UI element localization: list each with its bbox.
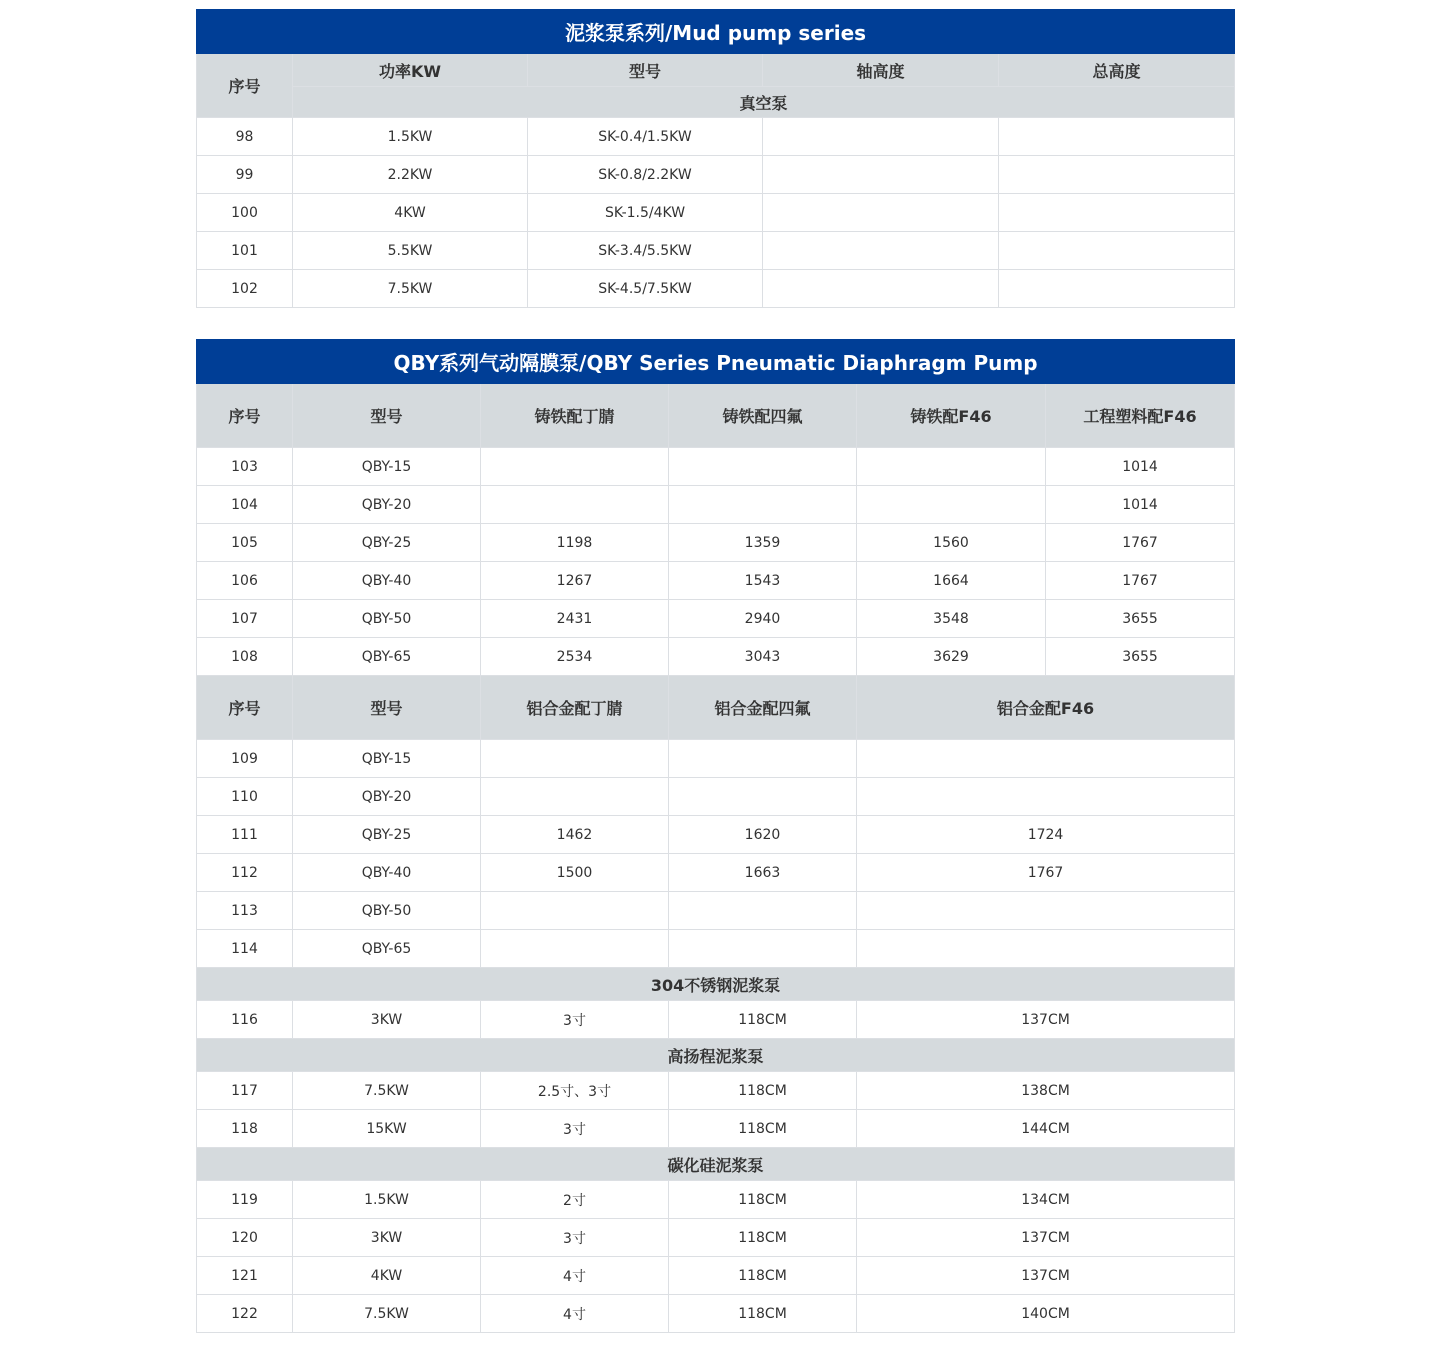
table-row: [197, 600, 1235, 638]
table-cell: QBY-50: [293, 600, 481, 638]
table-cell: 2寸: [481, 1181, 669, 1219]
cell-model: SK-1.5/4KW: [528, 194, 763, 232]
section-304-stainless: 304不锈钢泥浆泵: [197, 968, 1235, 1001]
qby-table-title: QBY系列气动隔膜泵/QBY Series Pneumatic Diaphragm Pump: [197, 340, 1235, 384]
header-cast-iron-f46: 铸铁配F46: [857, 384, 1046, 448]
table-cell: 109: [197, 740, 293, 778]
table-cell: 106: [197, 562, 293, 600]
table-row: [197, 1219, 1235, 1257]
table-cell: [481, 448, 669, 486]
table-cell: 3寸: [481, 1110, 669, 1148]
qby-pump-table: [196, 339, 1235, 1333]
header-plastic-f46: 工程塑料配F46: [1046, 384, 1235, 448]
header-model: 型号: [293, 676, 481, 740]
table-cell: [481, 892, 669, 930]
table-cell: 15KW: [293, 1110, 481, 1148]
table-cell: [857, 930, 1235, 968]
table-cell: 1560: [857, 524, 1046, 562]
header-index: 序号: [197, 676, 293, 740]
table-cell: 3043: [669, 638, 857, 676]
table-cell: 4KW: [293, 1257, 481, 1295]
table-row: [197, 156, 1235, 194]
table-row: [197, 562, 1235, 600]
table-cell: 137CM: [857, 1219, 1235, 1257]
header-row-aluminum-alloy: [197, 676, 1235, 740]
section-high-lift-row: [197, 1039, 1235, 1072]
header-model: 型号: [528, 54, 763, 87]
cell-power: 7.5KW: [293, 270, 528, 308]
table-row: [197, 1257, 1235, 1295]
table-cell: 1767: [857, 854, 1235, 892]
mud-pump-table-title: 泥浆泵系列/Mud pump series: [197, 10, 1235, 54]
table-cell: [481, 486, 669, 524]
table-cell: 118CM: [669, 1110, 857, 1148]
table-cell: 104: [197, 486, 293, 524]
table-cell: 2431: [481, 600, 669, 638]
table-cell: 119: [197, 1181, 293, 1219]
table-cell: 118CM: [669, 1219, 857, 1257]
table-cell: 4寸: [481, 1295, 669, 1333]
table-cell: 2940: [669, 600, 857, 638]
cell-index: 100: [197, 194, 293, 232]
table-cell: [857, 448, 1046, 486]
header-cast-iron-nbr: 铸铁配丁腈: [481, 384, 669, 448]
table-cell: 1664: [857, 562, 1046, 600]
table-cell: 2534: [481, 638, 669, 676]
table-row: [197, 1181, 1235, 1219]
table-cell: 1014: [1046, 448, 1235, 486]
table-cell: 1767: [1046, 524, 1235, 562]
cell-power: 5.5KW: [293, 232, 528, 270]
table-cell: [857, 778, 1235, 816]
table-cell: 4寸: [481, 1257, 669, 1295]
section-silicon-carbide: 碳化硅泥浆泵: [197, 1148, 1235, 1181]
table-cell: 118CM: [669, 1295, 857, 1333]
table-cell: 107: [197, 600, 293, 638]
table-cell: 114: [197, 930, 293, 968]
table-row: [197, 1110, 1235, 1148]
table-cell: QBY-40: [293, 562, 481, 600]
section-304-stainless-row: [197, 968, 1235, 1001]
table-row: [197, 270, 1235, 308]
table-row: [197, 448, 1235, 486]
table-cell: 118: [197, 1110, 293, 1148]
header-model: 型号: [293, 384, 481, 448]
cell-shaft-height: [763, 118, 999, 156]
table-row: [197, 1001, 1235, 1039]
table-cell: [857, 486, 1046, 524]
table-cell: [669, 448, 857, 486]
table-row: [197, 740, 1235, 778]
mud-pump-table-wrapper: [196, 9, 1234, 308]
header-cast-iron-ptfe: 铸铁配四氟: [669, 384, 857, 448]
cell-shaft-height: [763, 194, 999, 232]
header-shaft-height: 轴高度: [763, 54, 999, 87]
table-cell: QBY-25: [293, 524, 481, 562]
cell-total-height: [999, 232, 1235, 270]
cell-shaft-height: [763, 232, 999, 270]
table-cell: 110: [197, 778, 293, 816]
table-cell: 1462: [481, 816, 669, 854]
table-cell: 103: [197, 448, 293, 486]
table-row: [197, 1295, 1235, 1333]
header-alloy-nbr: 铝合金配丁腈: [481, 676, 669, 740]
table-cell: 2.5寸、3寸: [481, 1072, 669, 1110]
header-index: 序号: [197, 54, 293, 118]
table-cell: 108: [197, 638, 293, 676]
table-cell: QBY-50: [293, 892, 481, 930]
table-cell: 118CM: [669, 1072, 857, 1110]
table-cell: QBY-65: [293, 930, 481, 968]
table-cell: QBY-20: [293, 778, 481, 816]
table-cell: 118CM: [669, 1001, 857, 1039]
mud-pump-table-body: [197, 118, 1235, 308]
table-cell: 3655: [1046, 638, 1235, 676]
cell-total-height: [999, 270, 1235, 308]
table-cell: 118CM: [669, 1181, 857, 1219]
cell-model: SK-3.4/5.5KW: [528, 232, 763, 270]
header-index: 序号: [197, 384, 293, 448]
table-cell: 1500: [481, 854, 669, 892]
table-row: [197, 232, 1235, 270]
table-cell: [481, 778, 669, 816]
table-row: [197, 930, 1235, 968]
header-power: 功率KW: [293, 54, 528, 87]
table-cell: 138CM: [857, 1072, 1235, 1110]
table-cell: 113: [197, 892, 293, 930]
table-cell: 3655: [1046, 600, 1235, 638]
table-cell: 140CM: [857, 1295, 1235, 1333]
cell-index: 102: [197, 270, 293, 308]
table-row: [197, 854, 1235, 892]
cell-total-height: [999, 194, 1235, 232]
table-cell: [669, 778, 857, 816]
section-high-lift: 高扬程泥浆泵: [197, 1039, 1235, 1072]
table-cell: QBY-15: [293, 740, 481, 778]
table-cell: 117: [197, 1072, 293, 1110]
cell-power: 1.5KW: [293, 118, 528, 156]
table-cell: QBY-65: [293, 638, 481, 676]
section-silicon-carbide-row: [197, 1148, 1235, 1181]
table-cell: 1.5KW: [293, 1181, 481, 1219]
table-cell: 1724: [857, 816, 1235, 854]
cell-shaft-height: [763, 156, 999, 194]
table-cell: 134CM: [857, 1181, 1235, 1219]
cell-total-height: [999, 118, 1235, 156]
table-row: [197, 816, 1235, 854]
table-cell: 3548: [857, 600, 1046, 638]
mud-pump-table: [196, 9, 1235, 308]
table-row: [197, 194, 1235, 232]
cell-shaft-height: [763, 270, 999, 308]
table-cell: 1663: [669, 854, 857, 892]
table-cell: 1359: [669, 524, 857, 562]
header-total-height: 总高度: [999, 54, 1235, 87]
table-row: [197, 638, 1235, 676]
table-cell: 1198: [481, 524, 669, 562]
table-cell: QBY-40: [293, 854, 481, 892]
table-cell: 137CM: [857, 1257, 1235, 1295]
table-cell: 118CM: [669, 1257, 857, 1295]
table-cell: [669, 930, 857, 968]
table-row: [197, 778, 1235, 816]
table-cell: [481, 740, 669, 778]
cell-index: 99: [197, 156, 293, 194]
table-cell: QBY-15: [293, 448, 481, 486]
cell-model: SK-4.5/7.5KW: [528, 270, 763, 308]
table-row: [197, 524, 1235, 562]
table-cell: 137CM: [857, 1001, 1235, 1039]
table-cell: QBY-20: [293, 486, 481, 524]
cell-power: 2.2KW: [293, 156, 528, 194]
table-cell: 1767: [1046, 562, 1235, 600]
table-row: [197, 486, 1235, 524]
header-alloy-f46: 铝合金配F46: [857, 676, 1235, 740]
table-cell: 3KW: [293, 1219, 481, 1257]
table-row: [197, 118, 1235, 156]
table-row: [197, 892, 1235, 930]
table-cell: [857, 892, 1235, 930]
table-cell: 1267: [481, 562, 669, 600]
cell-index: 98: [197, 118, 293, 156]
table-cell: [669, 892, 857, 930]
table-cell: 111: [197, 816, 293, 854]
table-cell: 7.5KW: [293, 1295, 481, 1333]
table-cell: 112: [197, 854, 293, 892]
table-cell: 1543: [669, 562, 857, 600]
table-cell: 121: [197, 1257, 293, 1295]
table-cell: 122: [197, 1295, 293, 1333]
cell-model: SK-0.4/1.5KW: [528, 118, 763, 156]
table-cell: [857, 740, 1235, 778]
table-cell: 3KW: [293, 1001, 481, 1039]
table-cell: 1014: [1046, 486, 1235, 524]
table-cell: 7.5KW: [293, 1072, 481, 1110]
table-row: [197, 1072, 1235, 1110]
table-cell: 116: [197, 1001, 293, 1039]
table-cell: 120: [197, 1219, 293, 1257]
cell-index: 101: [197, 232, 293, 270]
table-cell: 3寸: [481, 1001, 669, 1039]
table-cell: [669, 486, 857, 524]
qby-table-wrapper: [196, 339, 1234, 1333]
table-cell: 3寸: [481, 1219, 669, 1257]
subheader-vacuum-pump: 真空泵: [293, 87, 1235, 118]
header-alloy-ptfe: 铝合金配四氟: [669, 676, 857, 740]
header-row-cast-iron: [197, 384, 1235, 448]
table-cell: [481, 930, 669, 968]
cell-power: 4KW: [293, 194, 528, 232]
table-cell: 105: [197, 524, 293, 562]
cell-model: SK-0.8/2.2KW: [528, 156, 763, 194]
table-cell: [669, 740, 857, 778]
table-cell: 3629: [857, 638, 1046, 676]
cell-total-height: [999, 156, 1235, 194]
table-cell: QBY-25: [293, 816, 481, 854]
qby-table-body: [197, 384, 1235, 1333]
table-cell: 144CM: [857, 1110, 1235, 1148]
table-cell: 1620: [669, 816, 857, 854]
